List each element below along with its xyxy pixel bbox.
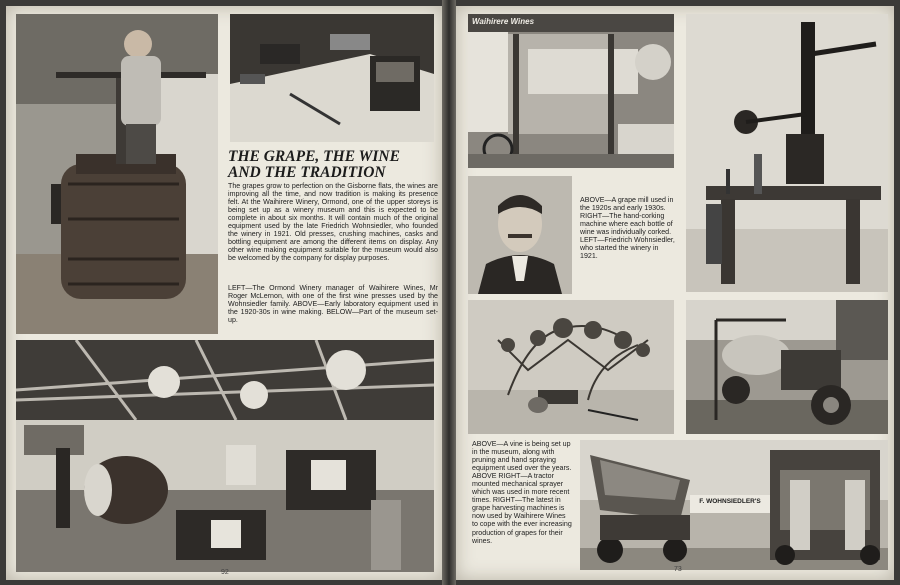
- headline-line-2: AND THE TRADITION: [228, 164, 386, 181]
- tractor-sprayer-photo: [686, 300, 888, 434]
- left-page: [6, 6, 442, 580]
- article-body: The grapes grow to perfection on the Gisborne flats, the wines are improving all the time, and now tradition is making its presence felt. At the Waihirere Winery, Ormond, one of the upper storeys is being set up as a winery museum and this is expected to be complete in about six months. It will contain much of the original equipment used by the late Friedrich Wohnsiedler, who founded the winery in 1921. Old presses, crushing machines, casks and bottling equipment are among the different items on display. Any other wine making equipment suitable for the museum would also be welcomed by the company for display purposes.: [228, 182, 438, 263]
- grape-harvester-photo: [580, 440, 888, 570]
- wine-press-photo: [16, 14, 218, 334]
- caption-portrait: ABOVE—A grape mill used in the 1920s and early 1930s. RIGHT—The hand-corking machine where each bottle of wine was individually corked. LEFT—Friedrich Wohnsiedler, who started the winery in 1921.: [580, 196, 675, 261]
- corking-machine-photo: [686, 14, 888, 292]
- vine-museum-photo: [468, 300, 674, 434]
- page-number-left: 92: [221, 569, 229, 576]
- page-gutter: [442, 0, 456, 585]
- waihirere-sign: Waihirere Wines: [472, 17, 535, 26]
- right-page: [456, 6, 894, 580]
- museum-interior-photo: [16, 340, 434, 572]
- article-headline: [228, 149, 440, 181]
- caption-left-page: LEFT—The Ormond Winery manager of Waihirere Wines, Mr Roger McLernon, with one of the first wine presses used by the Wohnsiedler family. ABOVE—Early laboratory equipment used in the 1920-30s in wine making. BELOW—Part of the museum set-up.: [228, 284, 438, 325]
- page-number-right: 73: [674, 566, 682, 573]
- wohnsiedler-portrait-photo: [468, 176, 572, 294]
- caption-vine: ABOVE—A vine is being set up in the museum, along with pruning and hand spraying equipment used over the years. ABOVE RIGHT—A tractor mounted mechanical sprayer which was used in more recent times. RIGHT—The latest in grape harvesting machines is now used by Waihirere Wines to cope with the ever increasing production of grapes for their wines.: [472, 440, 572, 545]
- headline-line-1: THE GRAPE, THE WINE: [228, 148, 400, 165]
- harvester-sign: F. WOHNSIEDLER'S: [699, 498, 761, 505]
- laboratory-equipment-photo: [230, 14, 434, 142]
- grape-mill-photo: [468, 14, 674, 168]
